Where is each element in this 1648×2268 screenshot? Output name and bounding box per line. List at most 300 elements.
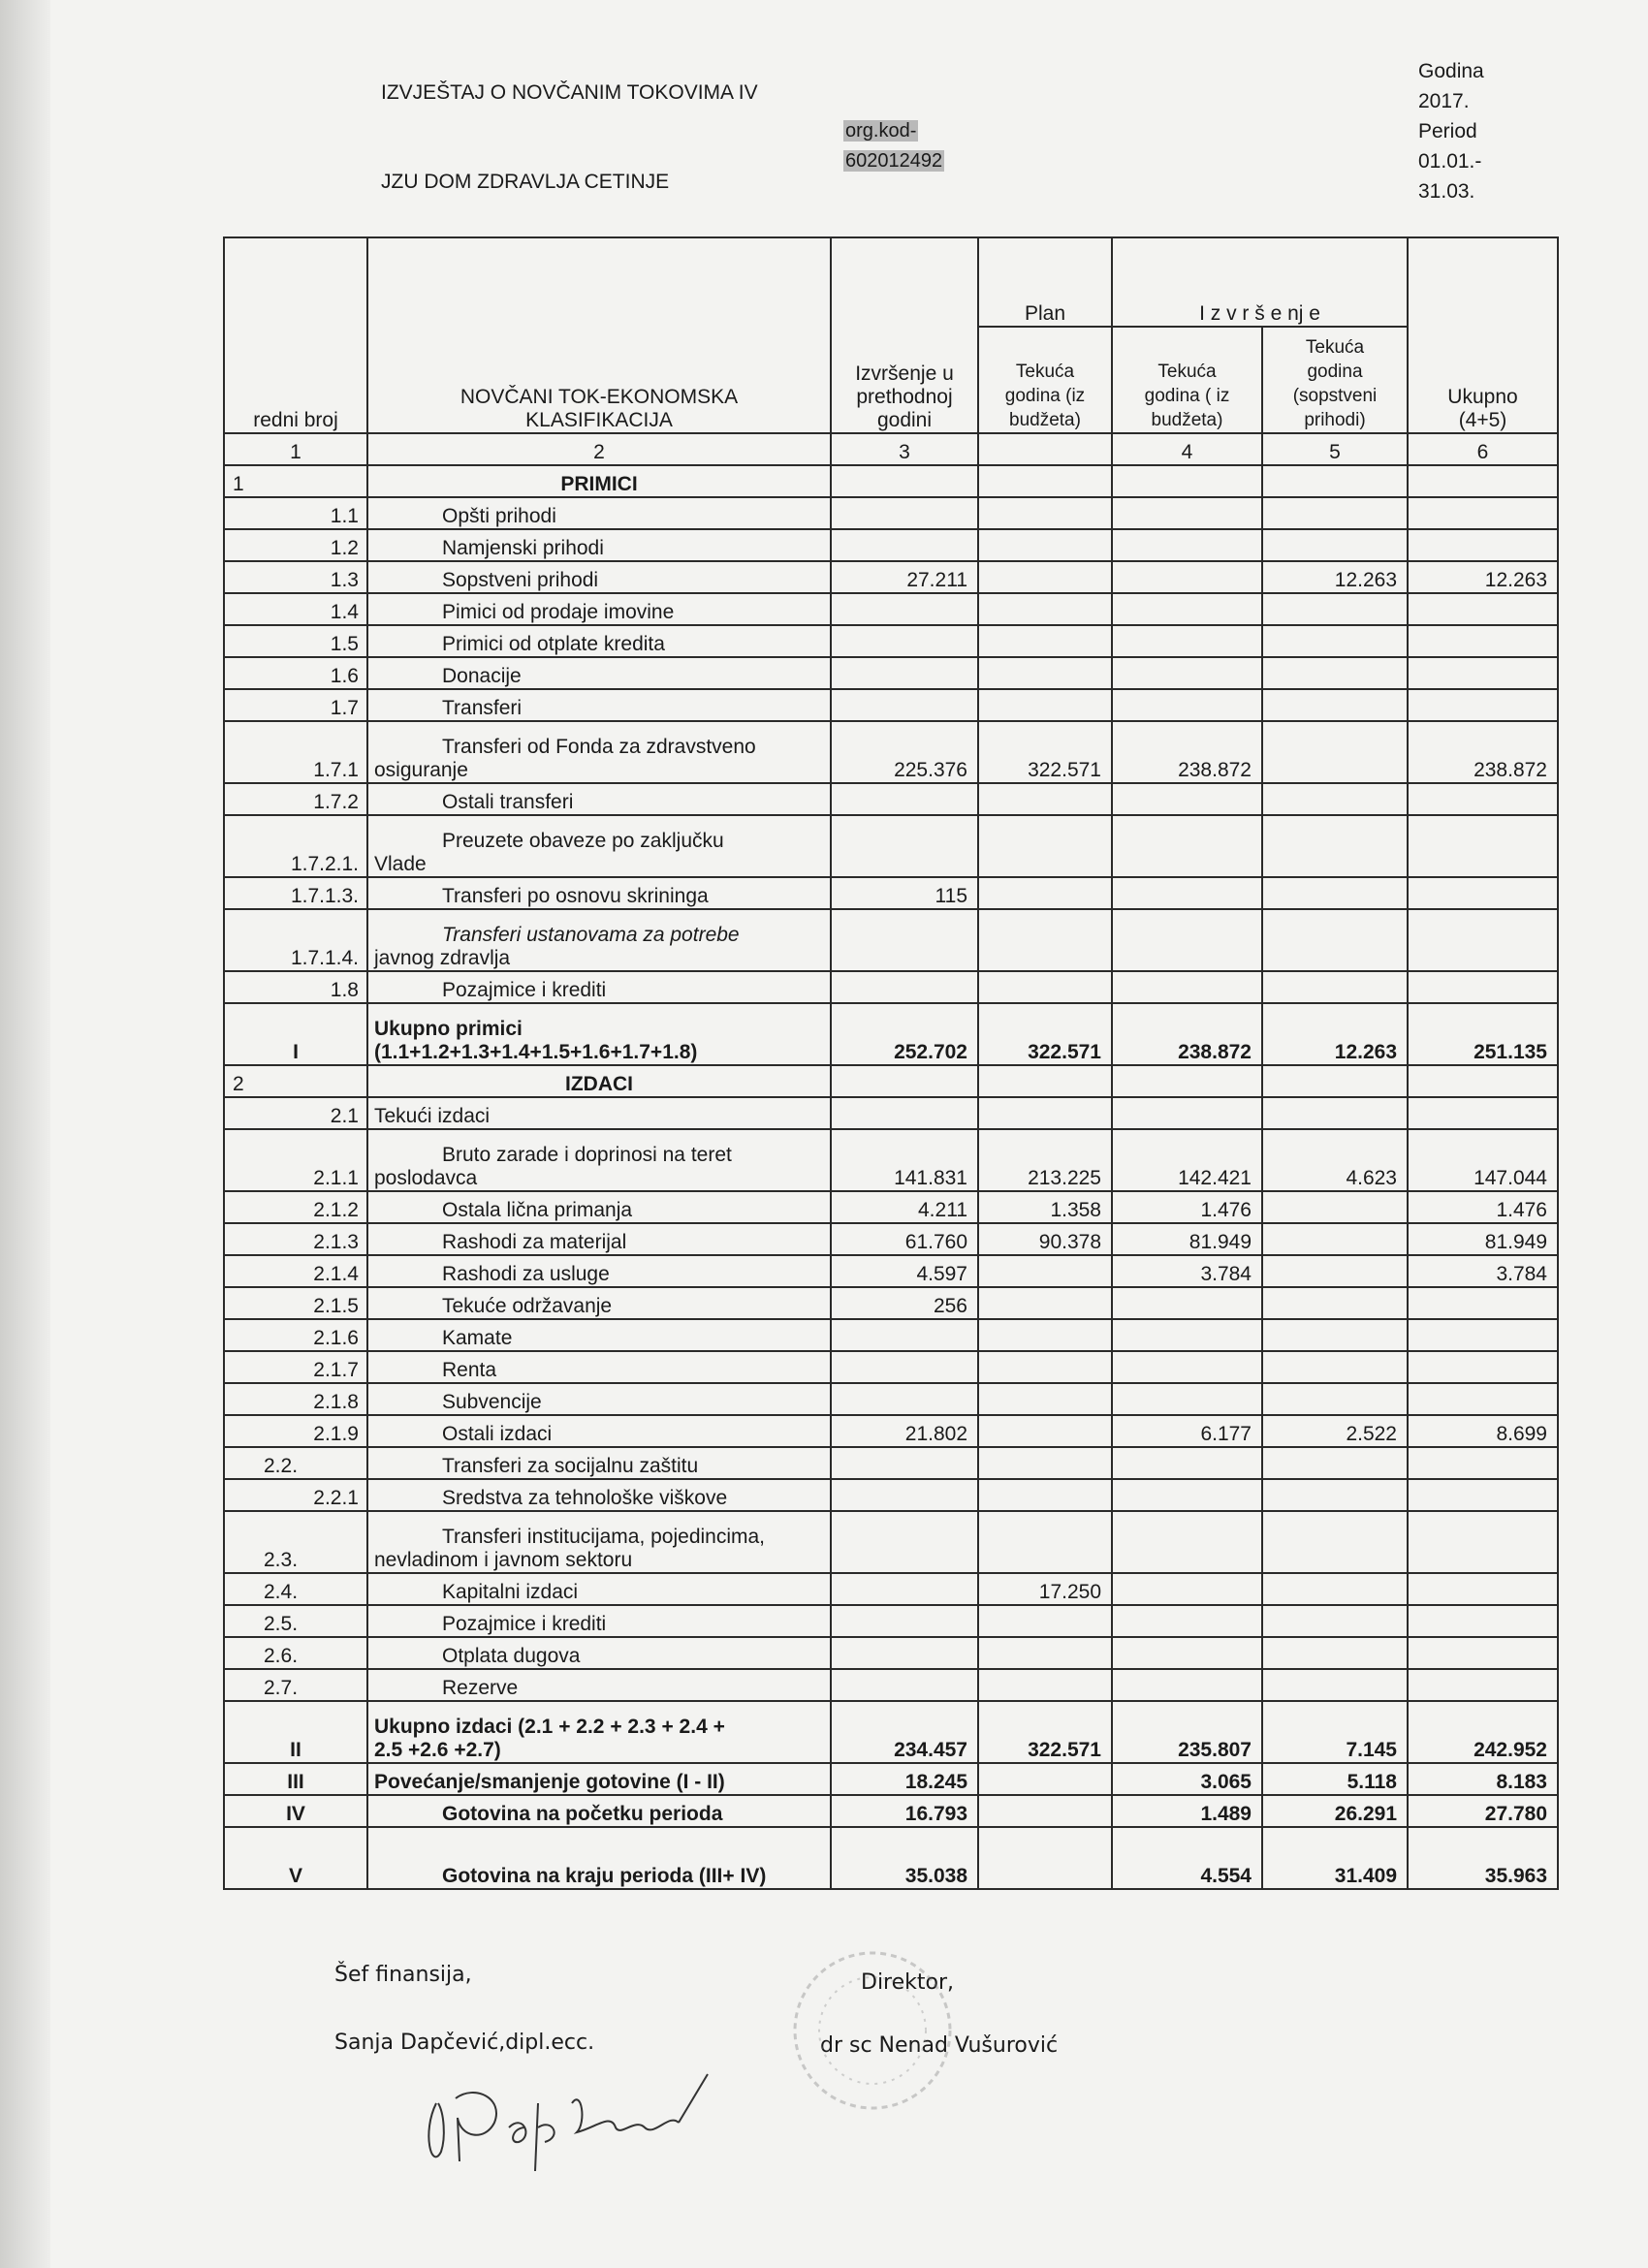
row-number: 2.7. (224, 1669, 367, 1701)
plan-value (978, 625, 1112, 657)
row-number: III (224, 1763, 367, 1795)
own-revenue-value (1262, 1223, 1408, 1255)
prior-year-value: 141.831 (831, 1129, 978, 1191)
budget-execution-value: 3.784 (1112, 1255, 1262, 1287)
row-description: Transferi (367, 689, 831, 721)
row-number: 2.1.2 (224, 1191, 367, 1223)
prior-year-value: 27.211 (831, 561, 978, 593)
prior-year-value (831, 1511, 978, 1573)
total-value: 12.263 (1408, 561, 1558, 593)
plan-value: 17.250 (978, 1573, 1112, 1605)
description-line-2: javnog zdravlja (374, 947, 511, 969)
row-description (367, 909, 831, 971)
own-revenue-value (1262, 1447, 1408, 1479)
row-description: Renta (367, 1351, 831, 1383)
plan-value (978, 1827, 1112, 1889)
row-number: IV (224, 1795, 367, 1827)
row-number: 2.1.5 (224, 1287, 367, 1319)
cfo-name: Sanja Dapčević,dipl.ecc. (334, 2031, 595, 2055)
prior-year-value (831, 657, 978, 689)
budget-execution-value (1112, 1479, 1262, 1511)
total-value: 1.476 (1408, 1191, 1558, 1223)
own-revenue-value (1262, 1255, 1408, 1287)
own-revenue-value: 4.623 (1262, 1129, 1408, 1191)
table-row (224, 689, 1558, 721)
table-row (224, 721, 1558, 783)
row-number: 1 (224, 465, 367, 497)
prior-year-value: 256 (831, 1287, 978, 1319)
plan-value (978, 1383, 1112, 1415)
budget-execution-value (1112, 1447, 1262, 1479)
row-description: Opšti prihodi (367, 497, 831, 529)
table-row (224, 657, 1558, 689)
row-description: Namjenski prihodi (367, 529, 831, 561)
header-izvrsenje: I z v r š e nj e (1112, 237, 1408, 327)
budget-execution-value (1112, 1065, 1262, 1097)
own-revenue-value (1262, 815, 1408, 877)
budget-execution-value (1112, 1573, 1262, 1605)
header-izv-tekuca-sopstveni: Tekuća godina (sopstveni prihodi) (1262, 327, 1408, 433)
budget-execution-value (1112, 909, 1262, 971)
own-revenue-value: 31.409 (1262, 1827, 1408, 1889)
table-row (224, 1763, 1558, 1795)
own-revenue-value: 2.522 (1262, 1415, 1408, 1447)
plan-value (978, 909, 1112, 971)
row-number: 2.1.1 (224, 1129, 367, 1191)
budget-execution-value: 6.177 (1112, 1415, 1262, 1447)
row-description: Povećanje/smanjenje gotovine (I - II) (367, 1763, 831, 1795)
table-row (224, 1827, 1558, 1889)
own-revenue-value (1262, 721, 1408, 783)
row-description: Rashodi za usluge (367, 1255, 831, 1287)
own-revenue-value: 12.263 (1262, 1003, 1408, 1065)
row-number: 1.7.2 (224, 783, 367, 815)
total-value: 8.183 (1408, 1763, 1558, 1795)
budget-execution-value (1112, 877, 1262, 909)
total-value (1408, 1319, 1558, 1351)
table-row (224, 1511, 1558, 1573)
row-description: Ostala lična primanja (367, 1191, 831, 1223)
prior-year-value (831, 815, 978, 877)
row-number: II (224, 1701, 367, 1763)
total-value (1408, 465, 1558, 497)
prior-year-value (831, 1447, 978, 1479)
row-description: Tekući izdaci (367, 1097, 831, 1129)
total-value: 35.963 (1408, 1827, 1558, 1889)
prior-year-value (831, 1351, 978, 1383)
table-row (224, 1383, 1558, 1415)
plan-value (978, 1351, 1112, 1383)
table-row (224, 625, 1558, 657)
own-revenue-value (1262, 1191, 1408, 1223)
prior-year-value: 16.793 (831, 1795, 978, 1827)
row-number: 1.2 (224, 529, 367, 561)
prior-year-value (831, 1065, 978, 1097)
row-number: 2 (224, 1065, 367, 1097)
row-number: 1.7.1 (224, 721, 367, 783)
own-revenue-value (1262, 529, 1408, 561)
director-name: dr sc Nenad Vušurović (820, 2033, 1059, 2058)
row-number: 2.1.8 (224, 1383, 367, 1415)
total-value (1408, 689, 1558, 721)
plan-value (978, 877, 1112, 909)
plan-value (978, 1605, 1112, 1637)
own-revenue-value (1262, 877, 1408, 909)
budget-execution-value: 3.065 (1112, 1763, 1262, 1795)
plan-value (978, 1097, 1112, 1129)
scan-page-edge (0, 0, 50, 2268)
own-revenue-value (1262, 1605, 1408, 1637)
description-line-1: Ukupno primici (374, 1018, 523, 1040)
total-value: 8.699 (1408, 1415, 1558, 1447)
total-value (1408, 593, 1558, 625)
prior-year-value (831, 971, 978, 1003)
budget-execution-value: 1.489 (1112, 1795, 1262, 1827)
row-description: Transferi za socijalnu zaštitu (367, 1447, 831, 1479)
plan-value: 1.358 (978, 1191, 1112, 1223)
own-revenue-value (1262, 1065, 1408, 1097)
table-row (224, 1605, 1558, 1637)
prior-year-value: 18.245 (831, 1763, 978, 1795)
total-value (1408, 1447, 1558, 1479)
prior-year-value (831, 909, 978, 971)
plan-value: 322.571 (978, 1701, 1112, 1763)
row-description: Pozajmice i krediti (367, 971, 831, 1003)
total-value (1408, 1605, 1558, 1637)
director-title: Direktor, (861, 1970, 955, 1995)
description-line-2: nevladinom i javnom sektoru (374, 1549, 633, 1571)
prior-year-value (831, 1605, 978, 1637)
official-stamp (766, 1943, 979, 2118)
plan-value (978, 1795, 1112, 1827)
table-row (224, 1097, 1558, 1129)
prior-year-value (831, 1097, 978, 1129)
row-description (367, 721, 831, 783)
total-value: 242.952 (1408, 1701, 1558, 1763)
row-description: Donacije (367, 657, 831, 689)
table-row (224, 1447, 1558, 1479)
prior-year-value: 4.211 (831, 1191, 978, 1223)
own-revenue-value (1262, 1573, 1408, 1605)
table-row (224, 1287, 1558, 1319)
total-value (1408, 497, 1558, 529)
prior-year-value: 115 (831, 877, 978, 909)
period-label: Period (1418, 120, 1477, 142)
total-value (1408, 657, 1558, 689)
row-number: 2.3. (224, 1511, 367, 1573)
description-line-1: Preuzete obaveze po zaključku (442, 830, 724, 852)
row-number: 2.5. (224, 1605, 367, 1637)
row-description (367, 1003, 831, 1065)
prior-year-value (831, 1383, 978, 1415)
own-revenue-value (1262, 1669, 1408, 1701)
row-description: Kapitalni izdaci (367, 1573, 831, 1605)
row-description: Gotovina na početku perioda (367, 1795, 831, 1827)
prior-year-value (831, 1637, 978, 1669)
prior-year-value (831, 529, 978, 561)
row-number: 2.2. (224, 1447, 367, 1479)
plan-value (978, 1287, 1112, 1319)
plan-value (978, 971, 1112, 1003)
own-revenue-value (1262, 909, 1408, 971)
table-row (224, 593, 1558, 625)
year-value: 2017. (1418, 90, 1470, 112)
total-value (1408, 971, 1558, 1003)
row-number: 1.7.2.1. (224, 815, 367, 877)
plan-value (978, 1065, 1112, 1097)
cash-flow-table (223, 236, 1559, 1890)
total-value (1408, 625, 1558, 657)
table-row (224, 783, 1558, 815)
total-value (1408, 1065, 1558, 1097)
table-row (224, 1637, 1558, 1669)
prior-year-value: 225.376 (831, 721, 978, 783)
row-description: Transferi po osnovu skrininga (367, 877, 831, 909)
own-revenue-value (1262, 1383, 1408, 1415)
row-number: 1.7 (224, 689, 367, 721)
own-revenue-value (1262, 1479, 1408, 1511)
plan-value (978, 497, 1112, 529)
row-description: Tekuće održavanje (367, 1287, 831, 1319)
row-number: 2.1.3 (224, 1223, 367, 1255)
budget-execution-value (1112, 689, 1262, 721)
prior-year-value: 61.760 (831, 1223, 978, 1255)
budget-execution-value (1112, 1319, 1262, 1351)
row-description (367, 1701, 831, 1763)
prior-year-value (831, 783, 978, 815)
description-line-2: 2.5 +2.6 +2.7) (374, 1739, 501, 1761)
budget-execution-value: 142.421 (1112, 1129, 1262, 1191)
budget-execution-value (1112, 1287, 1262, 1319)
header-plan-tekuca: Tekuća godina (iz budžeta) (978, 327, 1112, 433)
own-revenue-value (1262, 1351, 1408, 1383)
own-revenue-value (1262, 689, 1408, 721)
total-value (1408, 815, 1558, 877)
table-row (224, 1129, 1558, 1191)
row-description: Rashodi za materijal (367, 1223, 831, 1255)
row-description: Kamate (367, 1319, 831, 1351)
description-line-2: poslodavca (374, 1167, 478, 1189)
prior-year-value (831, 593, 978, 625)
row-number: 1.5 (224, 625, 367, 657)
budget-execution-value (1112, 1383, 1262, 1415)
plan-value (978, 1511, 1112, 1573)
table-row (224, 465, 1558, 497)
total-value (1408, 909, 1558, 971)
row-description: Sredstva za tehnološke viškove (367, 1479, 831, 1511)
table-row (224, 1003, 1558, 1065)
plan-value (978, 1447, 1112, 1479)
budget-execution-value (1112, 1637, 1262, 1669)
row-number: 2.1 (224, 1097, 367, 1129)
budget-execution-value (1112, 529, 1262, 561)
institution-name: JZU DOM ZDRAVLJA CETINJE (381, 171, 670, 193)
table-row (224, 1795, 1558, 1827)
report-title: IZVJEŠTAJ O NOVČANIM TOKOVIMA IV (381, 81, 758, 104)
plan-value: 213.225 (978, 1129, 1112, 1191)
row-number: 1.7.1.4. (224, 909, 367, 971)
table-row (224, 1191, 1558, 1223)
own-revenue-value (1262, 1637, 1408, 1669)
own-revenue-value (1262, 497, 1408, 529)
budget-execution-value (1112, 1351, 1262, 1383)
total-value (1408, 1669, 1558, 1701)
header-redni-broj: redni broj (224, 237, 367, 433)
own-revenue-value: 26.291 (1262, 1795, 1408, 1827)
budget-execution-value: 1.476 (1112, 1191, 1262, 1223)
row-number: 1.3 (224, 561, 367, 593)
org-code-label: org.kod- (845, 120, 917, 142)
row-description: Otplata dugova (367, 1637, 831, 1669)
own-revenue-value: 7.145 (1262, 1701, 1408, 1763)
own-revenue-value (1262, 971, 1408, 1003)
row-number: 1.7.1.3. (224, 877, 367, 909)
row-description: Ostali transferi (367, 783, 831, 815)
row-number: 1.4 (224, 593, 367, 625)
row-number: V (224, 1827, 367, 1889)
total-value (1408, 1637, 1558, 1669)
budget-execution-value (1112, 593, 1262, 625)
plan-value (978, 1669, 1112, 1701)
handwritten-signature (417, 2045, 737, 2181)
row-number: 2.4. (224, 1573, 367, 1605)
budget-execution-value (1112, 465, 1262, 497)
table-row (224, 1351, 1558, 1383)
prior-year-value: 35.038 (831, 1827, 978, 1889)
org-code (843, 116, 944, 176)
row-number: 2.6. (224, 1637, 367, 1669)
table-row (224, 1701, 1558, 1763)
description-line-1: Transferi institucijama, pojedincima, (442, 1526, 766, 1548)
budget-execution-value (1112, 1605, 1262, 1637)
row-description: Pimici od prodaje imovine (367, 593, 831, 625)
plan-value: 90.378 (978, 1223, 1112, 1255)
row-number: 1.1 (224, 497, 367, 529)
prior-year-value (831, 1479, 978, 1511)
own-revenue-value (1262, 783, 1408, 815)
table-row (224, 529, 1558, 561)
budget-execution-value (1112, 971, 1262, 1003)
table-row (224, 909, 1558, 971)
total-value (1408, 1351, 1558, 1383)
own-revenue-value (1262, 593, 1408, 625)
description-line-2: Vlade (374, 853, 427, 875)
description-line-1: Ukupno izdaci (2.1 + 2.2 + 2.3 + 2.4 + (374, 1716, 725, 1738)
total-value (1408, 1573, 1558, 1605)
plan-value (978, 1255, 1112, 1287)
row-description (367, 1511, 831, 1573)
own-revenue-value: 5.118 (1262, 1763, 1408, 1795)
table-row (224, 1065, 1558, 1097)
row-description (367, 1129, 831, 1191)
header-plan: Plan (978, 237, 1112, 327)
period-from: 01.01.- (1418, 150, 1482, 173)
period-to: 31.03. (1418, 180, 1475, 203)
own-revenue-value (1262, 1097, 1408, 1129)
period-block (1418, 56, 1484, 206)
plan-value (978, 1415, 1112, 1447)
plan-value (978, 1319, 1112, 1351)
row-description: Subvencije (367, 1383, 831, 1415)
prior-year-value: 21.802 (831, 1415, 978, 1447)
plan-value (978, 593, 1112, 625)
own-revenue-value (1262, 657, 1408, 689)
total-value: 251.135 (1408, 1003, 1558, 1065)
plan-value (978, 689, 1112, 721)
table-row (224, 1573, 1558, 1605)
row-number: 2.2.1 (224, 1479, 367, 1511)
table-row (224, 1669, 1558, 1701)
total-value (1408, 877, 1558, 909)
row-description: Rezerve (367, 1669, 831, 1701)
plan-value (978, 1637, 1112, 1669)
description-line-1: Bruto zarade i doprinosi na teret (442, 1144, 732, 1166)
total-value: 27.780 (1408, 1795, 1558, 1827)
prior-year-value (831, 497, 978, 529)
row-description: PRIMICI (367, 465, 831, 497)
table-row (224, 561, 1558, 593)
budget-execution-value (1112, 657, 1262, 689)
description-line-2: (1.1+1.2+1.3+1.4+1.5+1.6+1.7+1.8) (374, 1041, 698, 1063)
table-row (224, 497, 1558, 529)
plan-value (978, 561, 1112, 593)
plan-value (978, 657, 1112, 689)
prior-year-value: 252.702 (831, 1003, 978, 1065)
total-value (1408, 1383, 1558, 1415)
total-value (1408, 1287, 1558, 1319)
row-description (367, 815, 831, 877)
row-number: 1.8 (224, 971, 367, 1003)
row-description: Pozajmice i krediti (367, 1605, 831, 1637)
row-number: 2.1.4 (224, 1255, 367, 1287)
budget-execution-value (1112, 497, 1262, 529)
budget-execution-value: 4.554 (1112, 1827, 1262, 1889)
budget-execution-value: 235.807 (1112, 1701, 1262, 1763)
own-revenue-value (1262, 625, 1408, 657)
total-value (1408, 1511, 1558, 1573)
year-label: Godina (1418, 60, 1484, 82)
total-value (1408, 783, 1558, 815)
budget-execution-value (1112, 561, 1262, 593)
row-description: Gotovina na kraju perioda (III+ IV) (367, 1827, 831, 1889)
header-izv-tekuca-budzet: Tekuća godina ( iz budžeta) (1112, 327, 1262, 433)
row-description: Primici od otplate kredita (367, 625, 831, 657)
header-izvrsenje-prethodna: Izvršenje u prethodnoj godini (831, 237, 978, 433)
column-number-row: 1 2 3 4 5 6 (224, 433, 1558, 465)
own-revenue-value (1262, 1511, 1408, 1573)
own-revenue-value (1262, 1287, 1408, 1319)
row-number: 2.1.9 (224, 1415, 367, 1447)
budget-execution-value (1112, 1669, 1262, 1701)
total-value: 238.872 (1408, 721, 1558, 783)
header-ukupno: Ukupno (4+5) (1408, 237, 1558, 433)
budget-execution-value (1112, 815, 1262, 877)
budget-execution-value (1112, 783, 1262, 815)
prior-year-value (831, 465, 978, 497)
plan-value (978, 1479, 1112, 1511)
total-value (1408, 529, 1558, 561)
budget-execution-value: 238.872 (1112, 721, 1262, 783)
prior-year-value (831, 625, 978, 657)
plan-value: 322.571 (978, 721, 1112, 783)
plan-value (978, 465, 1112, 497)
total-value (1408, 1479, 1558, 1511)
table-row (224, 1255, 1558, 1287)
table-row (224, 815, 1558, 877)
plan-value: 322.571 (978, 1003, 1112, 1065)
row-number: 2.1.6 (224, 1319, 367, 1351)
plan-value (978, 1763, 1112, 1795)
